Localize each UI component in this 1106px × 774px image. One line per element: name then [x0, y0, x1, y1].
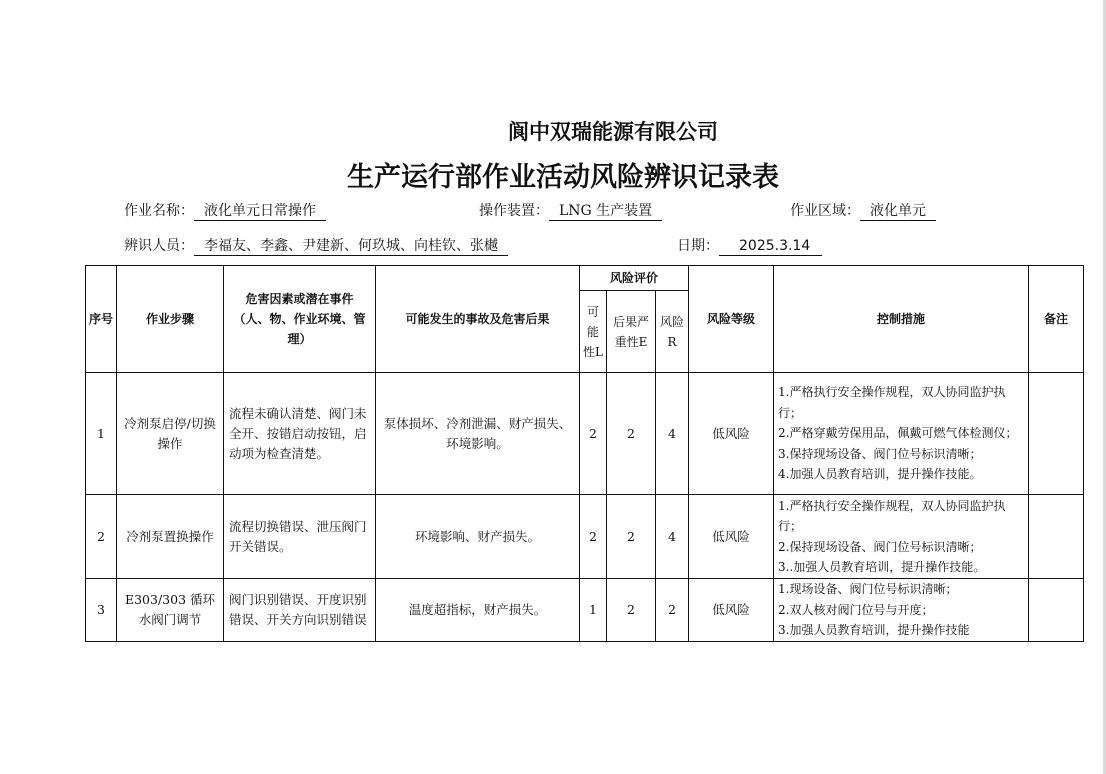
- control-item: 2.保持现场设备、阀门位号标识清晰；: [778, 539, 982, 554]
- document-title: 生产运行部作业活动风险辨识记录表: [347, 162, 779, 193]
- cell-consequence: 环境影响、财产损失。: [376, 495, 580, 579]
- cell-seq: 2: [86, 495, 117, 579]
- identifiers-label: 辨识人员：: [124, 238, 194, 254]
- cell-risk-r: 4: [656, 373, 689, 495]
- identifiers-value: 李福友、李鑫、尹建新、何玖城、向桂钦、张樾: [194, 238, 508, 256]
- job-name-label: 作业名称：: [124, 203, 194, 219]
- device-value: LNG 生产装置: [549, 203, 662, 221]
- cell-remark: [1029, 495, 1084, 579]
- cell-step: 冷剂泵置换操作: [117, 495, 224, 579]
- col-header-control: 控制措施: [774, 266, 1029, 373]
- cell-consequence: 温度超指标，财产损失。: [376, 579, 580, 642]
- cell-hazard: 阀门识别错误、开度识别错误、开关方向识别错误: [224, 579, 376, 642]
- control-item: 1.严格执行安全操作规程，双人协同监护执行；: [778, 385, 1006, 420]
- area-label: 作业区域：: [790, 203, 860, 219]
- cell-remark: [1029, 373, 1084, 495]
- control-item: 3..加强人员教育培训，提升操作技能。: [778, 560, 986, 574]
- cell-severity: 2: [607, 579, 656, 642]
- cell-severity: 2: [607, 495, 656, 579]
- cell-risk-r: 4: [656, 495, 689, 579]
- col-header-level: 风险等级: [689, 266, 774, 373]
- area-value: 液化单元: [860, 203, 936, 221]
- cell-hazard: 流程切换错误、泄压阀门开关错误。: [224, 495, 376, 579]
- cell-controls: [774, 579, 1029, 642]
- job-name-field: [124, 200, 326, 221]
- col-header-step: 作业步骤: [117, 266, 224, 373]
- control-item: 2.严格穿戴劳保用品，佩戴可燃气体检测仪；: [778, 426, 1018, 441]
- cell-level: 低风险: [689, 579, 774, 642]
- col-header-severity: 后果严重性E: [607, 291, 656, 373]
- cell-severity: 2: [607, 373, 656, 495]
- control-item: 1.现场设备、阀门位号标识清晰；: [778, 582, 958, 596]
- col-header-likelihood: 可能性L: [580, 291, 607, 373]
- cell-controls: [774, 495, 1029, 579]
- col-header-risk-r: 风险R: [656, 291, 689, 373]
- device-label: 操作装置：: [479, 203, 549, 219]
- col-header-remark: 备注: [1029, 266, 1084, 373]
- risk-table: [85, 265, 1084, 642]
- cell-controls: [774, 373, 1029, 495]
- table-row: [86, 579, 1084, 642]
- cell-seq: 1: [86, 373, 117, 495]
- control-item: 4.加强人员教育培训，提升操作技能。: [778, 467, 982, 482]
- col-header-risk-eval: 风险评价: [580, 266, 689, 291]
- date-field: [677, 235, 822, 256]
- table-row: [86, 373, 1084, 495]
- cell-likelihood: 1: [580, 579, 607, 642]
- cell-likelihood: 2: [580, 495, 607, 579]
- cell-consequence: 泵体损坏、冷剂泄漏、财产损失、环境影响。: [376, 373, 580, 495]
- cell-likelihood: 2: [580, 373, 607, 495]
- cell-hazard: 流程未确认清楚、阀门未全开、按错启动按钮，启动项为检查清楚。: [224, 373, 376, 495]
- company-name: 阆中双瑞能源有限公司: [508, 120, 718, 144]
- control-item: 1.严格执行安全操作规程，双人协同监护执行；: [778, 498, 1006, 533]
- cell-level: 低风险: [689, 495, 774, 579]
- cell-risk-r: 2: [656, 579, 689, 642]
- col-header-hazard: 危害因素或潜在事件（人、物、作业环境、管理）: [224, 266, 376, 373]
- area-field: [790, 200, 936, 221]
- control-item: 2.双人核对阀门位号与开度；: [778, 602, 934, 617]
- cell-level: 低风险: [689, 373, 774, 495]
- control-item: 3.保持现场设备、阀门位号标识清晰；: [778, 446, 982, 461]
- date-label: 日期：: [677, 238, 719, 254]
- cell-remark: [1029, 579, 1084, 642]
- control-item: 3.加强人员教育培训，提升操作技能: [778, 623, 970, 637]
- date-value: 2025.3.14: [719, 238, 822, 256]
- cell-seq: 3: [86, 579, 117, 642]
- cell-step: 冷剂泵启停/切换操作: [117, 373, 224, 495]
- table-row: [86, 495, 1084, 579]
- identifiers-field: [124, 235, 508, 256]
- col-header-consequence: 可能发生的事故及危害后果: [376, 266, 580, 373]
- job-name-value: 液化单元日常操作: [194, 203, 326, 221]
- cell-step: E303/303 循环水阀门调节: [117, 579, 224, 642]
- device-field: [479, 200, 662, 221]
- col-header-seq: 序号: [86, 266, 117, 373]
